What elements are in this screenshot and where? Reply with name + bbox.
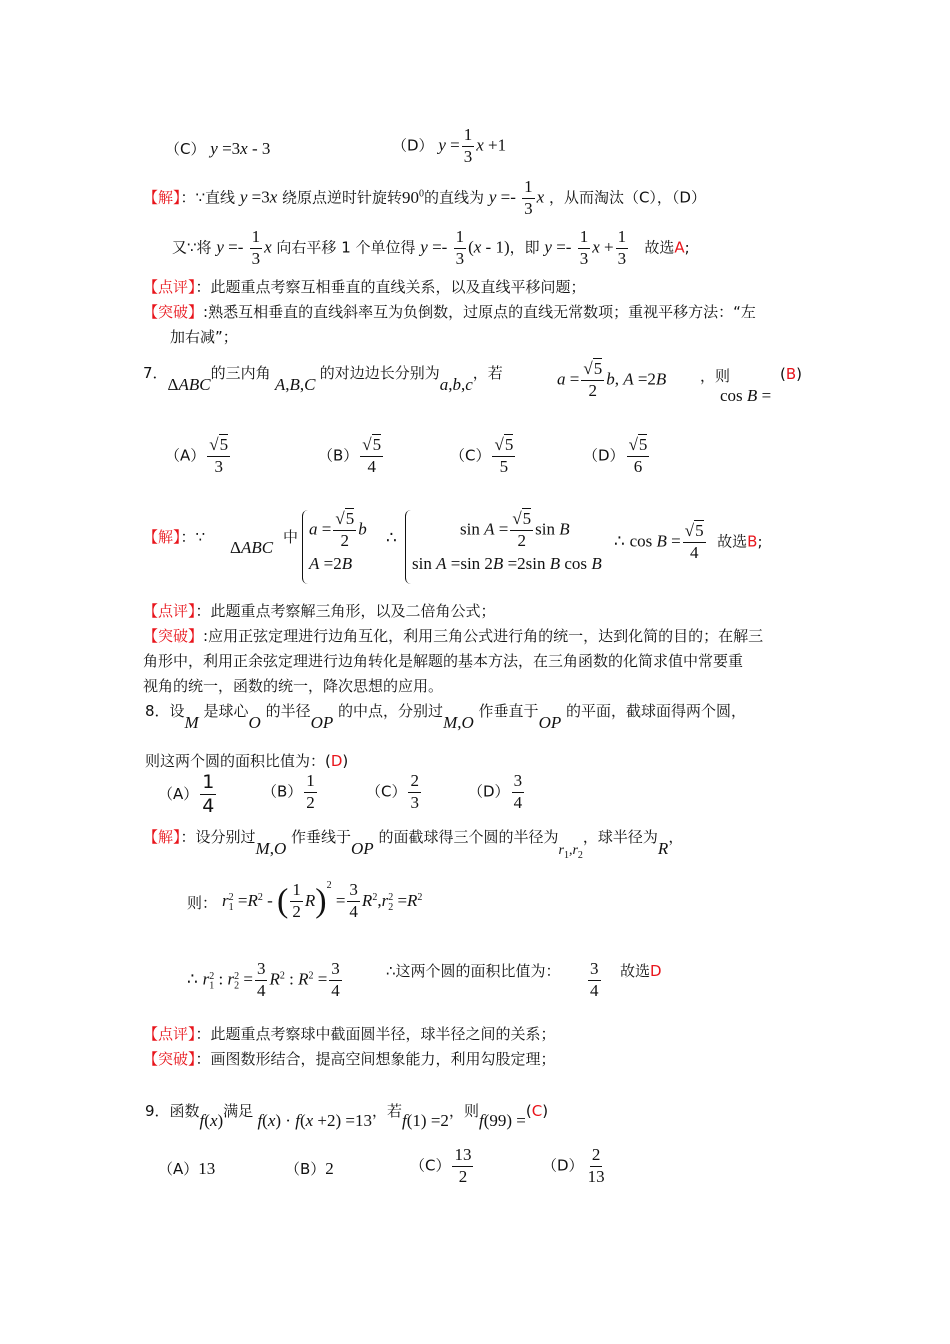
q8-pick: 故选D (620, 962, 662, 980)
q7-condition: a = $\frac{√5}{2}$ b, A =2B (557, 359, 667, 400)
q7-solution: 【解】：∵ (143, 528, 206, 546)
q7-option-b: （B） $\frac{√5}{4}$ (318, 435, 382, 476)
q7-stem: 7．ΔABC的三内角 A,B,C 的对边边长分别为a,b,c，若 (143, 364, 503, 394)
q8-option-d: （D） $\frac{3}{4}$ (468, 771, 523, 812)
q8-option-c: （C） $\frac{2}{3}$ (366, 771, 419, 812)
q8-stem-line2: 则这两个圆的面积比值为：(D) (145, 752, 349, 770)
q9-option-b: （B）2 (285, 1159, 334, 1178)
q8-option-b: （B） $\frac{1}{2}$ (262, 771, 315, 812)
q7-breakthrough-1: 【突破】:应用正弦定理进行边角互化，利用三角公式进行角的统一，达到化简的目的；在解三 (143, 627, 764, 645)
q6-option-d: （D） y = $\frac{1}{3}$ x +1 (392, 125, 507, 166)
q7-option-d: （D） $\frac{√5}{6}$ (583, 435, 648, 476)
q7-option-c: （C） $\frac{√5}{5}$ (450, 435, 514, 476)
q8-answer: D (330, 752, 343, 770)
q8-breakthrough: 【突破】：画图数形结合，提高空间想象能力，利用勾股定理； (143, 1050, 556, 1068)
q7-cosB: ，则 cos B = (700, 367, 772, 405)
q8-formula-1: $r_1^2 =R^2$ - ( $\frac{1}{2}$ R)$^2$ = $\frac{3}{4}$ $R^2,r_2^2 =R^2$ (222, 880, 423, 921)
q7-option-a: （A） $\frac{√5}{3}$ (165, 435, 229, 476)
q7-answer: (B) (780, 365, 803, 383)
q8-solution-then: 则： (187, 894, 218, 912)
q6-option-c: （C） y =3x - 3 (165, 139, 271, 158)
q9-option-a: （A）13 (158, 1159, 216, 1178)
q9-stem: 9．函数f(x)满足 f(x) · f(x +2) =13，若f(1) =2，则f(99) =(C) (145, 1102, 549, 1130)
q7-system-2: sin A = $\frac{√5}{2}$ sin B sin A =sin 2B =2sin B cos B (405, 510, 602, 584)
q7-solution-triangle: ΔABC (230, 538, 274, 557)
q7-comment: 【点评】：此题重点考察解三角形，以及二倍角公式； (143, 602, 496, 620)
q6-comment: 【点评】：此题重点考察互相垂直的直线关系，以及直线平移问题； (143, 278, 586, 296)
q7-result: ∴ cos B = $\frac{√5}{4}$ 故选B; (614, 521, 763, 562)
q6-solution-line1: 【解】：∵直线 y =3x 绕原点逆时针旋转$90^0$的直线为 y =- $\frac{1}{3}$ x ，从而淘汰（C），（D） (143, 177, 706, 218)
q6-breakthrough-2: 加右减”； (170, 328, 238, 346)
q8-solution-line: 【解】：设分别过M,O 作垂线于OP 的面截球得三个圆的半径为$r_1,r_2$，球半径为R， (143, 828, 684, 861)
q9-option-d: （D） $\frac{2}{13}$ (542, 1145, 605, 1186)
q8-option-a: （A） $\frac{1}{4}$ (158, 771, 215, 817)
solution-tag: 【解】 (143, 188, 181, 207)
q9-answer: C (531, 1102, 543, 1120)
q7-solution-in: 中 (283, 528, 299, 546)
q8-ratio-value: $\frac{3}{4}$ (590, 959, 599, 1000)
q7-system-1: a = $\frac{√5}{2}$ b A =2B (302, 510, 367, 584)
q8-stem-line1: 8．设M 是球心O 的半径OP 的中点，分别过M,O 作垂直于OP 的平面，截球面得两个圆， (145, 702, 747, 732)
therefore-symbol: ∴ (386, 528, 397, 548)
q6-answer: A (674, 238, 685, 257)
q7-breakthrough-3: 视角的统一，函数的统一，降次思想的应用。 (143, 677, 444, 695)
q8-comment: 【点评】：此题重点考察球中截面圆半径，球半径之间的关系； (143, 1025, 556, 1043)
q6-breakthrough-1: 【突破】:熟悉互相垂直的直线斜率互为负倒数，过原点的直线无常数项；重视平移方法：“左 (143, 303, 756, 321)
q8-ratio-text: ∴这两个圆的面积比值为： (386, 962, 561, 980)
q7-breakthrough-2: 角形中，利用正余弦定理进行边角转化是解题的基本方法，在三角函数的化简求值中常要重 (143, 652, 744, 670)
q9-option-c: （C） $\frac{13}{2}$ (410, 1145, 472, 1186)
q6-solution-line2: 又∵将 y =- $\frac{1}{3}$ x 向右平移 1 个单位得 y =- $\frac{1}{3}$ (x - 1)，即 y =- $\frac{1}{3}$ x + $\frac{1}{3}$ 故选A; (172, 227, 690, 268)
q8-formula-2: ∴ $r_1^2$ : $r_2^2$ = $\frac{3}{4}$ $R^2$ : $R^2$ = $\frac{3}{4}$ (187, 959, 340, 1000)
